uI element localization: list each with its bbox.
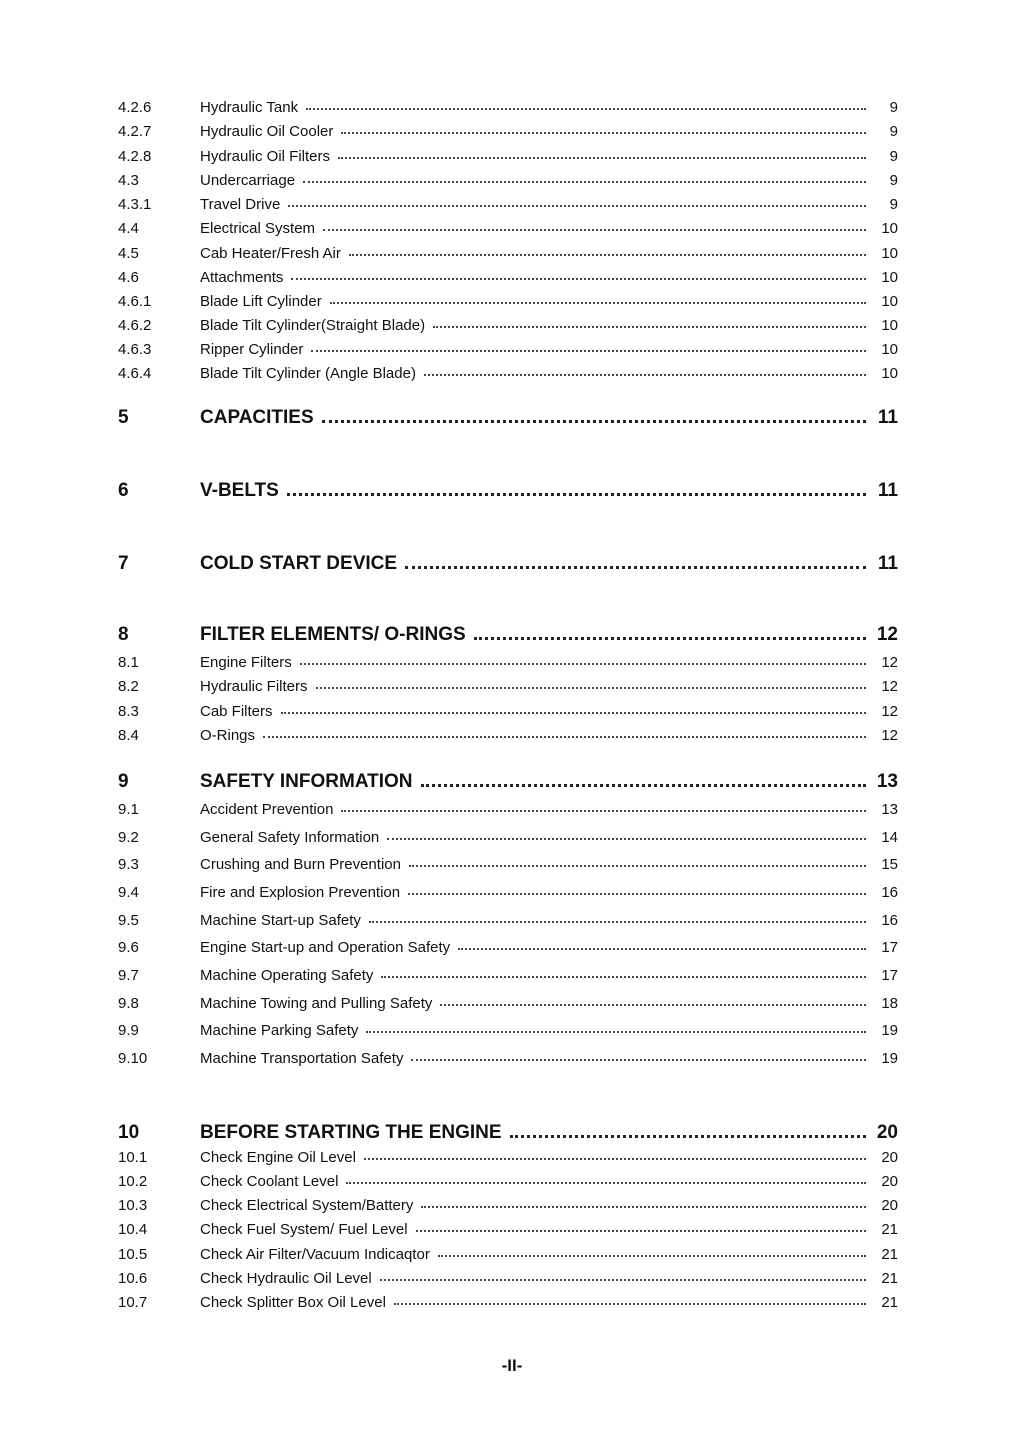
toc-entry-title: Hydraulic Oil Cooler [200, 123, 334, 140]
dot-leader [474, 637, 866, 640]
toc-subentry [118, 1015, 898, 1039]
toc-entry-title: Blade Tilt Cylinder(Straight Blade) [200, 317, 426, 334]
toc-entry-title: Check Splitter Box Oil Level [200, 1294, 386, 1311]
toc-subentry [118, 1263, 898, 1287]
toc-entry-title: O-Rings [200, 727, 256, 744]
toc-section-entry [118, 401, 898, 429]
toc-subentry [118, 1190, 898, 1214]
toc-section-entry [118, 1116, 898, 1144]
toc-entry-page: 10 [881, 317, 898, 334]
toc-entry-page: 9 [889, 123, 898, 140]
toc-entry-page: 21 [881, 1221, 898, 1238]
dot-leader [458, 948, 866, 950]
toc-entry-title: Undercarriage [200, 172, 296, 189]
dot-leader [287, 493, 866, 496]
toc-entry-title: Engine Filters [200, 654, 292, 671]
dot-leader [369, 921, 866, 923]
toc-entry-page: 21 [881, 1294, 898, 1311]
toc-subentry [118, 141, 898, 165]
toc-entry-number: 9.10 [118, 1050, 148, 1067]
toc-subentry [118, 960, 898, 984]
toc-entry-title: Hydraulic Filters [200, 678, 308, 695]
toc-entry-page: 12 [881, 703, 898, 720]
toc-entry-title: CAPACITIES [200, 407, 314, 428]
toc-subentry [118, 647, 898, 671]
dot-leader [416, 1230, 866, 1232]
toc-entry-title: Accident Prevention [200, 801, 334, 818]
toc-entry-number: 9.7 [118, 967, 139, 984]
toc-subentry [118, 905, 898, 929]
toc-entry-number: 7 [118, 553, 129, 574]
toc-entry-title: Machine Transportation Safety [200, 1050, 404, 1067]
toc-entry-page: 19 [881, 1022, 898, 1039]
toc-entry-page: 20 [881, 1173, 898, 1190]
toc-entry-number: 9 [118, 771, 129, 792]
toc-subentry [118, 213, 898, 237]
toc-entry-title: V-BELTS [200, 480, 279, 501]
toc-entry-number: 8 [118, 624, 129, 645]
toc-entry-number: 5 [118, 407, 129, 428]
dot-leader [411, 1059, 866, 1061]
toc-subentry [118, 1214, 898, 1238]
toc-entry-page: 10 [881, 245, 898, 262]
dot-leader [322, 420, 866, 423]
toc-entry-number: 4.6.2 [118, 317, 152, 334]
toc-entry-number: 8.2 [118, 678, 139, 695]
page-number-footer: -II- [501, 1356, 523, 1375]
toc-entry-number: 9.1 [118, 801, 139, 818]
toc-entry-number: 4.3.1 [118, 196, 152, 213]
toc-entry-page: 16 [881, 912, 898, 929]
toc-entry-page: 12 [881, 678, 898, 695]
toc-entry-page: 11 [877, 407, 898, 428]
toc-subentry [118, 238, 898, 262]
toc-entry-page: 17 [881, 967, 898, 984]
toc-entry-title: Engine Start-up and Operation Safety [200, 939, 451, 956]
toc-entry-title: Ripper Cylinder [200, 341, 304, 358]
toc-subentry [118, 262, 898, 286]
toc-entry-title: Check Coolant Level [200, 1173, 339, 1190]
toc-entry-page: 9 [889, 148, 898, 165]
toc-entry-page: 13 [876, 771, 898, 792]
dot-leader [316, 687, 866, 689]
toc-entry-page: 15 [881, 856, 898, 873]
toc-entry-page: 12 [881, 727, 898, 744]
toc-entry-title: COLD START DEVICE [200, 553, 398, 574]
toc-subentry [118, 92, 898, 116]
toc-entry-page: 12 [881, 654, 898, 671]
toc-entry-page: 20 [881, 1149, 898, 1166]
dot-leader [424, 374, 866, 376]
dot-leader [380, 1279, 866, 1281]
toc-entry-number: 4.6.1 [118, 293, 152, 310]
toc-entry-page: 21 [881, 1270, 898, 1287]
toc-entry-page: 9 [889, 172, 898, 189]
toc-entry-number: 4.2.6 [118, 99, 152, 116]
toc-subentry [118, 877, 898, 901]
toc-section-entry [118, 765, 898, 793]
toc-entry-title: BEFORE STARTING THE ENGINE [200, 1122, 502, 1143]
toc-subentry [118, 720, 898, 744]
toc-subentry [118, 116, 898, 140]
toc-entry-title: SAFETY INFORMATION [200, 771, 413, 792]
dot-leader [288, 205, 866, 207]
toc-entry-number: 4.6.3 [118, 341, 152, 358]
dot-leader [346, 1182, 866, 1184]
toc-entry-number: 9.5 [118, 912, 139, 929]
toc-entry-title: Blade Lift Cylinder [200, 293, 322, 310]
toc-entry-number: 10.2 [118, 1173, 148, 1190]
toc-entry-number: 9.3 [118, 856, 139, 873]
dot-leader [364, 1158, 866, 1160]
toc-entry-page: 17 [881, 939, 898, 956]
dot-leader [306, 108, 866, 110]
dot-leader [323, 229, 866, 231]
toc-section-entry [118, 474, 898, 502]
toc-entry-title: Check Fuel System/ Fuel Level [200, 1221, 408, 1238]
dot-leader [300, 663, 866, 665]
toc-entry-number: 10 [118, 1122, 140, 1143]
toc-entry-page: 9 [889, 99, 898, 116]
toc-entry-page: 12 [876, 624, 898, 645]
toc-subentry [118, 189, 898, 213]
toc-entry-number: 10.4 [118, 1221, 148, 1238]
toc-subentry [118, 165, 898, 189]
dot-leader [421, 784, 866, 787]
toc-entry-page: 10 [881, 269, 898, 286]
toc-entry-number: 10.1 [118, 1149, 148, 1166]
toc-entry-page: 18 [881, 995, 898, 1012]
toc-entry-number: 4.2.8 [118, 148, 152, 165]
toc-entry-number: 9.8 [118, 995, 139, 1012]
toc-entry-title: Check Electrical System/Battery [200, 1197, 414, 1214]
dot-leader [311, 350, 866, 352]
toc-entry-number: 9.4 [118, 884, 139, 901]
dot-leader [338, 157, 866, 159]
toc-subentry [118, 849, 898, 873]
toc-entry-title: Machine Parking Safety [200, 1022, 359, 1039]
toc-entry-page: 10 [881, 341, 898, 358]
toc-entry-page: 13 [881, 801, 898, 818]
toc-entry-title: Machine Operating Safety [200, 967, 374, 984]
toc-entry-title: Crushing and Burn Prevention [200, 856, 401, 873]
toc-entry-page: 9 [889, 196, 898, 213]
dot-leader [366, 1031, 866, 1033]
toc-subentry [118, 1287, 898, 1311]
toc-section-entry [118, 618, 898, 646]
toc-subentry [118, 286, 898, 310]
dot-leader [433, 326, 866, 328]
toc-entry-page: 21 [881, 1246, 898, 1263]
toc-subentry [118, 1239, 898, 1263]
toc-subentry [118, 310, 898, 334]
toc-entry-page: 20 [876, 1122, 898, 1143]
toc-entry-number: 8.4 [118, 727, 139, 744]
toc-entry-title: Travel Drive [200, 196, 281, 213]
toc-entry-title: Hydraulic Tank [200, 99, 299, 116]
toc-entry-title: Hydraulic Oil Filters [200, 148, 331, 165]
toc-subentry [118, 358, 898, 382]
dot-leader [330, 302, 866, 304]
toc-entry-title: Cab Heater/Fresh Air [200, 245, 341, 262]
dot-leader [408, 893, 866, 895]
toc-entry-page: 11 [877, 553, 898, 574]
dot-leader [394, 1303, 866, 1305]
toc-entry-number: 10.6 [118, 1270, 148, 1287]
toc-entry-title: Check Hydraulic Oil Level [200, 1270, 372, 1287]
toc-subentry [118, 1142, 898, 1166]
toc-entry-number: 4.5 [118, 245, 139, 262]
dot-leader [421, 1206, 866, 1208]
toc-entry-title: Machine Towing and Pulling Safety [200, 995, 433, 1012]
toc-entry-title: FILTER ELEMENTS/ O-RINGS [200, 624, 466, 645]
dot-leader [341, 810, 866, 812]
toc-entry-number: 4.4 [118, 220, 139, 237]
toc-subentry [118, 932, 898, 956]
toc-entry-number: 4.6.4 [118, 365, 152, 382]
toc-entry-title: Machine Start-up Safety [200, 912, 361, 929]
dot-leader [341, 132, 866, 134]
toc-entry-page: 20 [881, 1197, 898, 1214]
toc-subentry [118, 334, 898, 358]
toc-entry-number: 9.6 [118, 939, 139, 956]
dot-leader [387, 838, 866, 840]
dot-leader [281, 712, 866, 714]
dot-leader [409, 865, 866, 867]
dot-leader [381, 976, 866, 978]
toc-entry-title: Check Engine Oil Level [200, 1149, 356, 1166]
toc-entry-page: 11 [877, 480, 898, 501]
toc-entry-page: 10 [881, 220, 898, 237]
toc-entry-page: 10 [881, 293, 898, 310]
toc-entry-page: 14 [881, 829, 898, 846]
toc-subentry [118, 988, 898, 1012]
toc-entry-title: Electrical System [200, 220, 316, 237]
toc-entry-title: Attachments [200, 269, 284, 286]
toc-entry-page: 16 [881, 884, 898, 901]
dot-leader [405, 566, 866, 569]
toc-subentry [118, 794, 898, 818]
toc-entry-number: 10.3 [118, 1197, 148, 1214]
toc-entry-number: 6 [118, 480, 129, 501]
toc-subentry [118, 822, 898, 846]
toc-entry-page: 19 [881, 1050, 898, 1067]
toc-subentry [118, 696, 898, 720]
toc-entry-number: 10.5 [118, 1246, 148, 1263]
toc-entry-number: 9.9 [118, 1022, 139, 1039]
toc-entry-number: 9.2 [118, 829, 139, 846]
toc-entry-number: 8.3 [118, 703, 139, 720]
toc-entry-title: Blade Tilt Cylinder (Angle Blade) [200, 365, 416, 382]
dot-leader [440, 1004, 866, 1006]
toc-entry-number: 4.2.7 [118, 123, 152, 140]
toc-entry-number: 8.1 [118, 654, 139, 671]
toc-entry-title: General Safety Information [200, 829, 380, 846]
toc-subentry [118, 1166, 898, 1190]
toc-entry-page: 10 [881, 365, 898, 382]
dot-leader [291, 278, 866, 280]
toc-entry-title: Check Air Filter/Vacuum Indicaqtor [200, 1246, 430, 1263]
toc-entry-title: Cab Filters [200, 703, 273, 720]
toc-entry-number: 10.7 [118, 1294, 148, 1311]
toc-entry-number: 4.3 [118, 172, 139, 189]
dot-leader [349, 254, 866, 256]
toc-section-entry [118, 547, 898, 575]
toc-subentry [118, 671, 898, 695]
toc-entry-title: Fire and Explosion Prevention [200, 884, 401, 901]
dot-leader [438, 1255, 866, 1257]
dot-leader [263, 736, 866, 738]
dot-leader [510, 1135, 866, 1138]
dot-leader [303, 181, 866, 183]
toc-subentry [118, 1043, 898, 1067]
toc-entry-number: 4.6 [118, 269, 139, 286]
